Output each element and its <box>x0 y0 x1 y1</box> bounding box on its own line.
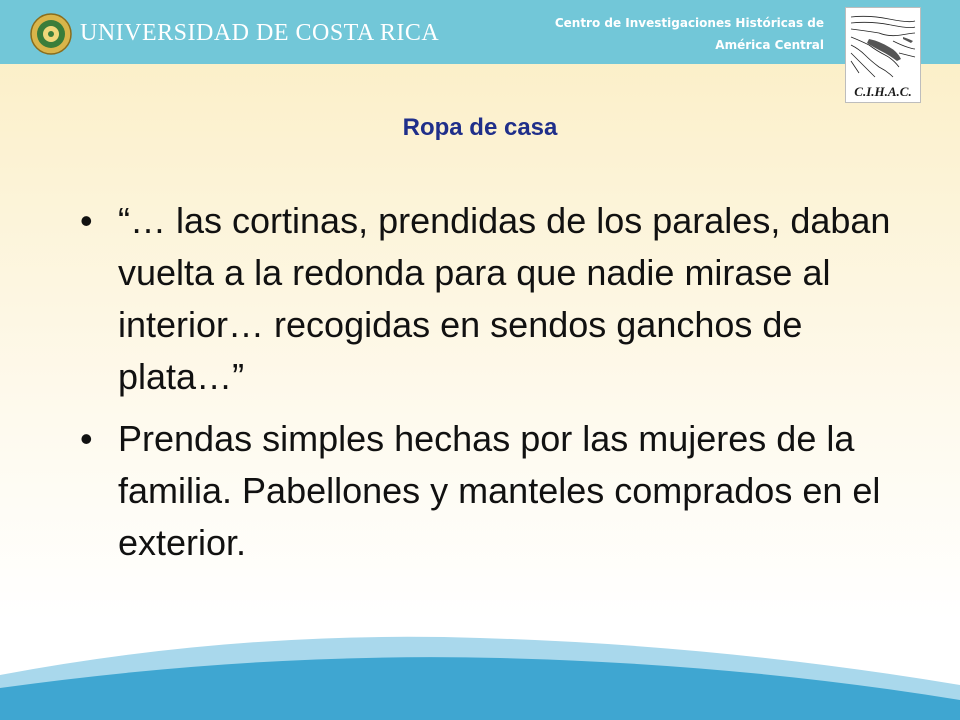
cihac-logo <box>845 7 921 103</box>
university-name: UNIVERSIDAD DE COSTA RICA <box>80 20 440 46</box>
footer-wave <box>0 600 960 720</box>
bullet-dot: • <box>80 200 93 241</box>
university-seal-icon <box>30 13 72 55</box>
research-center-line-2: América Central <box>715 38 824 52</box>
research-center-line-1: Centro de Investigaciones Históricas de <box>554 16 824 30</box>
cihac-logo-label: C.I.H.A.C. <box>854 84 912 99</box>
bullet-text: “… las cortinas, prendidas de los parales, daban vuelta a la redonda para que nadie mirase al interior… recogidas en sendos ganchos de plata…” <box>118 200 891 397</box>
research-center-name <box>504 12 824 56</box>
bullet-item <box>80 195 900 403</box>
bullet-dot: • <box>80 418 93 459</box>
bullet-item <box>80 413 900 569</box>
bullet-list <box>80 195 900 579</box>
bullet-text: Prendas simples hechas por las mujeres de la familia. Pabellones y manteles comprados en el exterior. <box>118 418 881 563</box>
header-bar <box>0 0 960 64</box>
slide-title: Ropa de casa <box>402 114 558 141</box>
central-america-map-icon <box>849 11 917 81</box>
